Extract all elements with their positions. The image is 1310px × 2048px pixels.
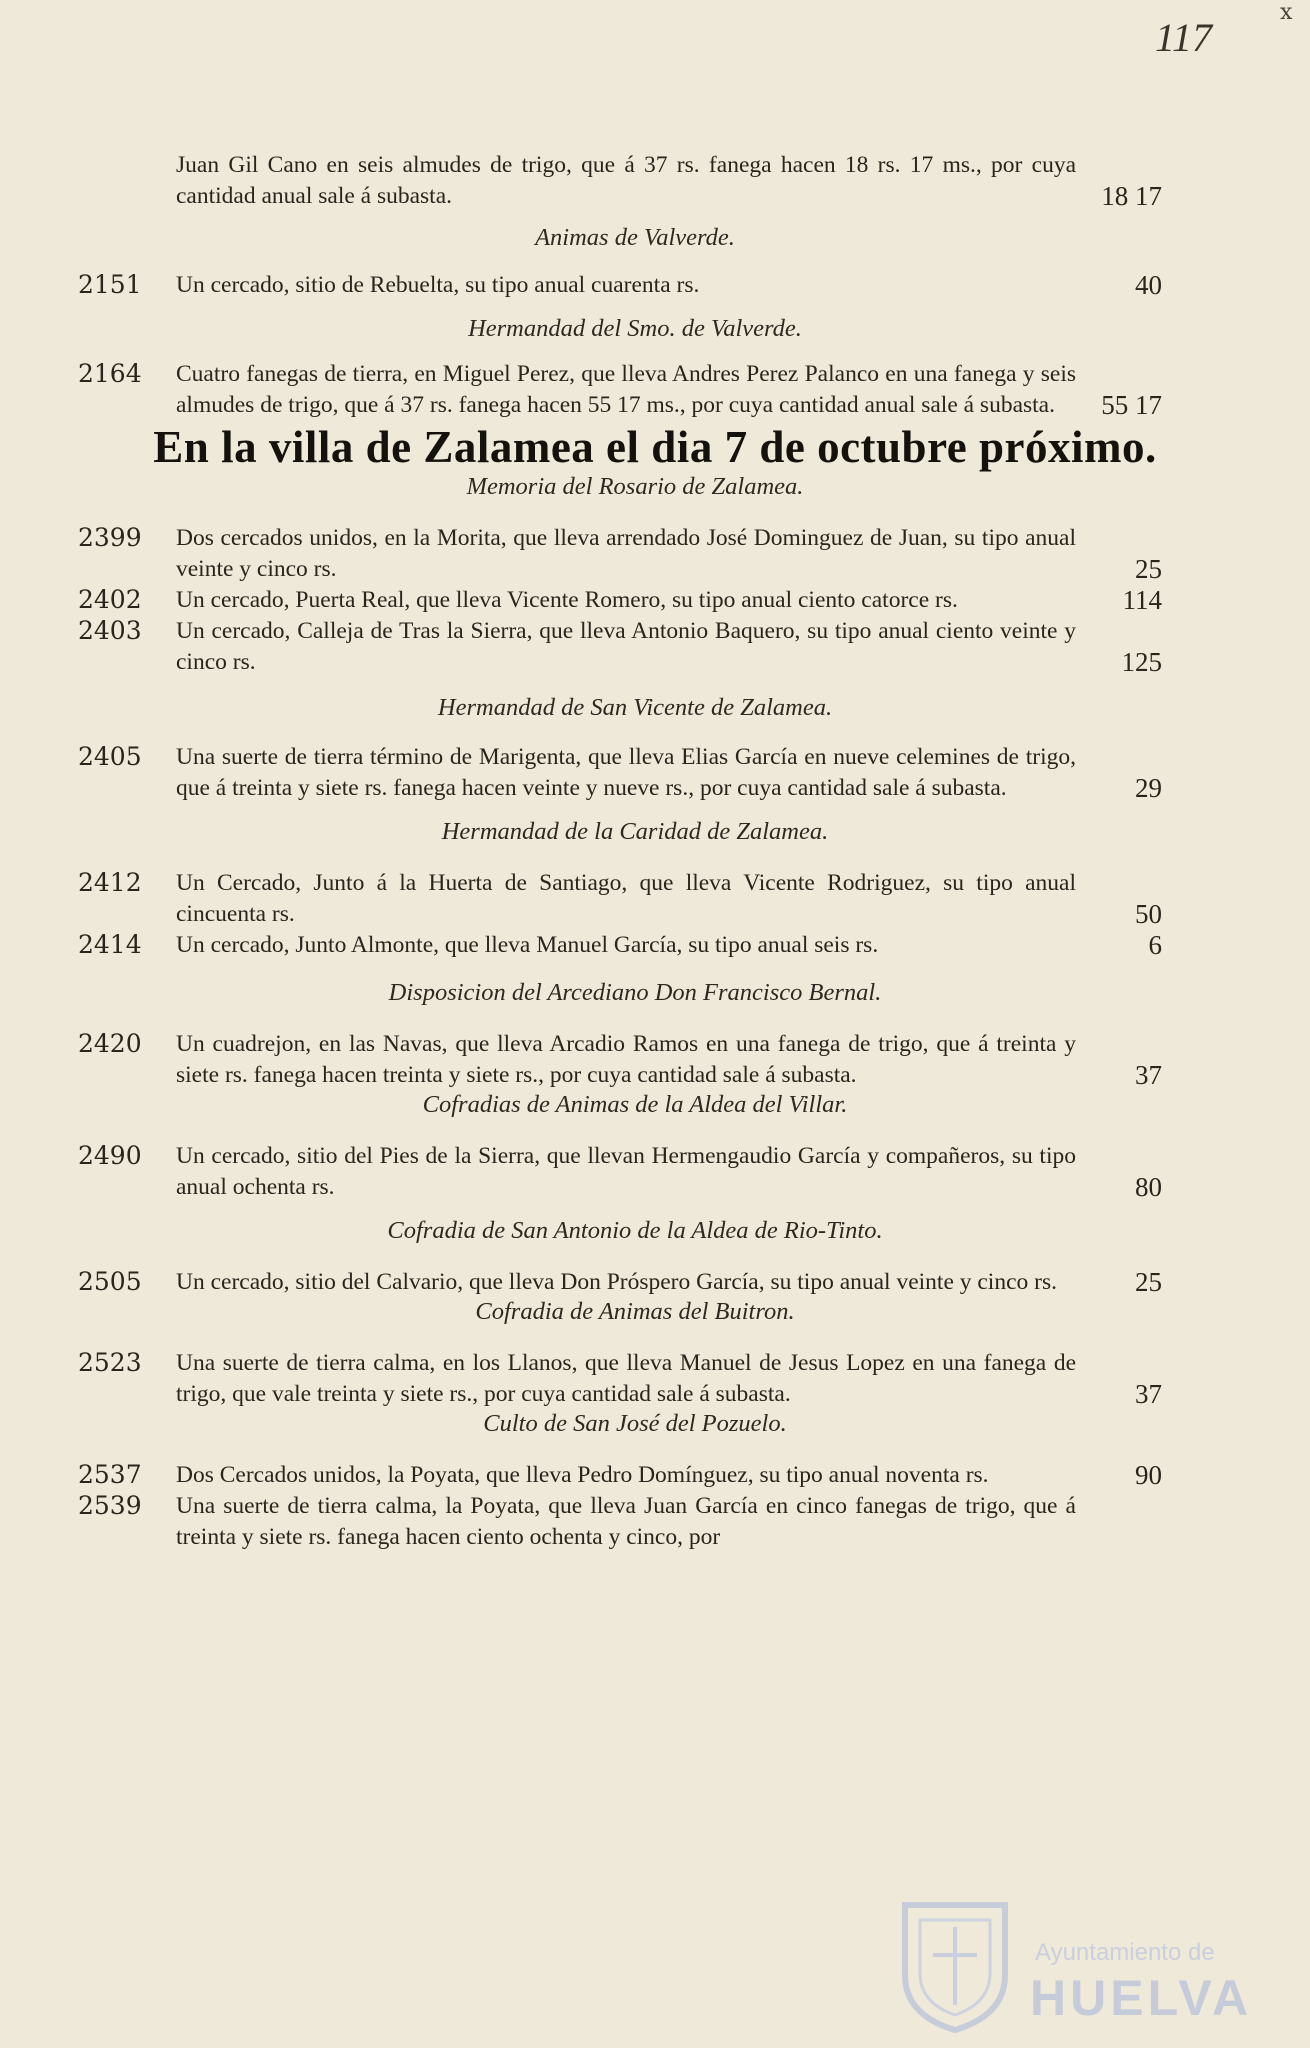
entry-number: 2523 — [78, 1348, 142, 1377]
section-heading: Culto de San José del Pozuelo. — [483, 1410, 787, 1437]
section-title: En la villa de Zalamea el dia 7 de octubre próximo. — [153, 422, 1157, 472]
entry-number: 2399 — [78, 523, 142, 552]
entry-text: Un Cercado, Junto á la Huerta de Santiago, que lleva Vicente Rodriguez, su tipo anual cincuenta rs. — [176, 870, 1076, 927]
section-heading: Cofradias de Animas de la Aldea del Villar. — [422, 1091, 848, 1118]
entry-number: 2490 — [78, 1141, 142, 1170]
entry-text: Una suerte de tierra término de Marigenta, que lleva Elias García en nueve celemines de trigo, que á treinta y siete rs. fanega hacen veinte y nueve rs., por cuya cantidad sale á subasta. — [176, 744, 1076, 801]
entry-number: 2537 — [78, 1460, 142, 1489]
entry-amount: 125 — [1121, 647, 1162, 677]
entry-row — [0, 359, 1310, 421]
entry-row — [0, 523, 1310, 585]
huelva-watermark — [895, 1895, 1253, 2035]
entry-amount: 6 — [1148, 930, 1162, 960]
entry-number: 2420 — [78, 1029, 142, 1058]
entry-text: Un cercado, sitio del Calvario, que lleva Don Próspero García, su tipo anual veinte y cinco rs. — [176, 1269, 1057, 1295]
watermark-line2: HUELVA — [1030, 1970, 1253, 2026]
entry-number: 2414 — [78, 930, 142, 959]
entry-amount: 40 — [1135, 270, 1162, 300]
entry-amount: 29 — [1135, 773, 1162, 803]
entry-amount: 25 — [1135, 1267, 1162, 1297]
section-heading: Memoria del Rosario de Zalamea. — [466, 473, 804, 500]
entry-number: 2412 — [78, 868, 142, 897]
entry-text: Un cercado, Junto Almonte, que lleva Manuel García, su tipo anual seis rs. — [176, 932, 879, 958]
section-heading: Disposicion del Arcediano Don Francisco Bernal. — [388, 979, 882, 1006]
entry-amount: 25 — [1135, 554, 1162, 584]
entry-text: Dos cercados unidos, en la Morita, que lleva arrendado José Dominguez de Juan, su tipo anual veinte y cinco rs. — [176, 525, 1076, 582]
section-heading: Animas de Valverde. — [535, 224, 735, 251]
entry-row — [0, 1348, 1310, 1410]
entry-amount: 37 — [1135, 1060, 1162, 1090]
entry-text: Juan Gil Cano en seis almudes de trigo, que á 37 rs. fanega hacen 18 rs. 17 ms., por cuya cantidad anual sale á subasta. — [176, 152, 1076, 209]
entry-row — [0, 1267, 1310, 1298]
entry-text: Un cercado, Puerta Real, que lleva Vicente Romero, su tipo anual ciento catorce rs. — [176, 587, 958, 613]
entry-number: 2505 — [78, 1267, 142, 1296]
entry-row — [0, 150, 1310, 212]
corner-mark: x — [1280, 0, 1293, 25]
entry-row — [0, 868, 1310, 930]
entry-row — [0, 1029, 1310, 1091]
section-heading: Hermandad del Smo. de Valverde. — [468, 315, 802, 342]
entry-text: Un cercado, sitio de Rebuelta, su tipo anual cuarenta rs. — [176, 272, 700, 298]
entry-row — [0, 585, 1310, 616]
entry-text: Un cercado, sitio del Pies de la Sierra, que llevan Hermengaudio García y compañeros, su tipo anual ochenta rs. — [176, 1143, 1076, 1200]
entry-number: 2402 — [78, 585, 142, 614]
section-heading: Hermandad de San Vicente de Zalamea. — [437, 694, 833, 721]
page-number: 117 — [1155, 15, 1213, 60]
entry-text: Una suerte de tierra calma, en los Llanos, que lleva Manuel de Jesus Lopez en una fanega de trigo, que vale treinta y siete rs., por cuya cantidad sale á subasta. — [176, 1350, 1076, 1407]
entry-amount: 18 17 — [1101, 181, 1162, 211]
section-heading: Cofradia de San Antonio de la Aldea de Rio-Tinto. — [387, 1217, 883, 1244]
entry-number: 2539 — [78, 1491, 142, 1520]
entry-amount: 37 — [1135, 1379, 1162, 1409]
entry-text: Un cuadrejon, en las Navas, que lleva Arcadio Ramos en una fanega de trigo, que á treinta y siete rs. fanega hacen treinta y siete rs., por cuya cantidad sale á subasta. — [176, 1031, 1076, 1088]
document-body — [0, 150, 1310, 1553]
entry-row — [0, 1460, 1310, 1491]
entry-row — [0, 616, 1310, 678]
section-heading: Hermandad de la Caridad de Zalamea. — [441, 818, 829, 845]
coat-of-arms-icon — [895, 1895, 1015, 2035]
section-heading: Cofradia de Animas del Buitron. — [475, 1298, 795, 1325]
entry-amount: 80 — [1135, 1172, 1162, 1202]
entry-number: 2405 — [78, 742, 142, 771]
entry-text: Cuatro fanegas de tierra, en Miguel Perez, que lleva Andres Perez Palanco en una fanega y seis almudes de trigo, que á 37 rs. fanega hacen 55 17 ms., por cuya cantidad anual sale á subasta. — [176, 361, 1076, 418]
entry-amount: 114 — [1122, 585, 1162, 615]
entry-row — [0, 1141, 1310, 1203]
entry-row — [0, 930, 1310, 961]
entry-text: Dos Cercados unidos, la Poyata, que lleva Pedro Domínguez, su tipo anual noventa rs. — [176, 1462, 989, 1488]
entry-number: 2164 — [78, 359, 142, 388]
entry-text: Un cercado, Calleja de Tras la Sierra, que lleva Antonio Baquero, su tipo anual ciento veinte y cinco rs. — [176, 618, 1076, 675]
watermark-line1: Ayuntamiento de — [1035, 1939, 1215, 1966]
entry-row — [0, 742, 1310, 804]
entry-text: Una suerte de tierra calma, la Poyata, que lleva Juan García en cinco fanegas de trigo, que á treinta y siete rs. fanega hacen ciento ochenta y cinco, por — [176, 1493, 1076, 1550]
entry-number: 2151 — [78, 270, 142, 299]
entry-amount: 90 — [1135, 1460, 1162, 1490]
entry-row — [0, 270, 1310, 301]
entry-row — [0, 1491, 1310, 1553]
entry-number: 2403 — [78, 616, 142, 645]
entry-amount: 55 17 — [1101, 390, 1162, 420]
entry-amount: 50 — [1135, 899, 1162, 929]
